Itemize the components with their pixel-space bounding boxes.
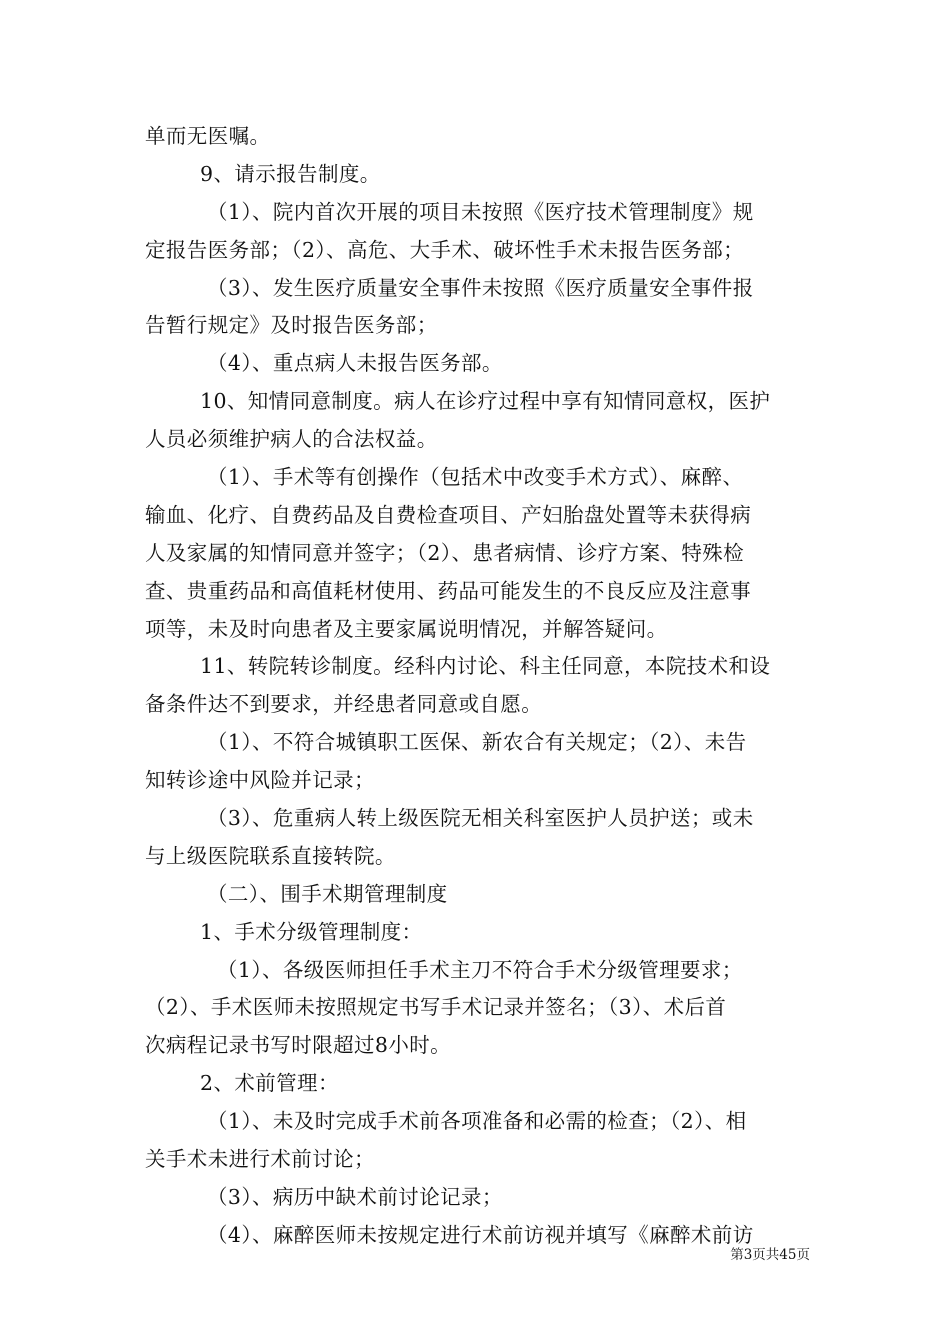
page-number: 第3页共45页 <box>730 1247 810 1263</box>
text-line: 人员必须维护病人的合法权益。 <box>145 427 438 452</box>
text-line: （4）、麻醉医师未按规定进行术前访视并填写《麻醉术前访 <box>207 1222 754 1247</box>
text-line: （1）、不符合城镇职工医保、新农合有关规定；（2）、未告 <box>207 730 747 755</box>
text-line: 定报告医务部；（2）、高危、大手术、破坏性手术未报告医务部； <box>145 237 745 262</box>
text-line: 人及家属的知情同意并签字；（2）、患者病情、诊疗方案、特殊检 <box>145 540 745 565</box>
text-line: （3）、危重病人转上级医院无相关科室医护人员护送；或未 <box>207 806 754 831</box>
text-line: （2）、手术医师未按照规定书写手术记录并签名；（3）、术后首 <box>145 995 727 1020</box>
text-line: 2、术前管理： <box>200 1071 339 1096</box>
text-line: （1）、手术等有创操作（包括术中改变手术方式）、麻醉、 <box>207 465 744 490</box>
text-line: （3）、病历中缺术前讨论记录； <box>207 1184 503 1209</box>
text-line: 9、请示报告制度。 <box>200 161 381 186</box>
text-line: 10、知情同意制度。病人在诊疗过程中享有知情同意权，医护 <box>200 389 771 414</box>
text-line: （1）、各级医师担任手术主刀不符合手术分级管理要求； <box>217 957 743 982</box>
text-line: （3）、发生医疗质量安全事件未按照《医疗质量安全事件报 <box>207 275 754 300</box>
text-line: 备条件达不到要求，并经患者同意或自愿。 <box>145 692 543 717</box>
text-line: （1）、院内首次开展的项目未按照《医疗技术管理制度》规 <box>207 199 754 224</box>
text-line: 关手术未进行术前讨论； <box>145 1147 375 1172</box>
text-line: 查、贵重药品和高值耗材使用、药品可能发生的不良反应及注意事 <box>145 578 752 603</box>
text-line: （1）、未及时完成手术前各项准备和必需的检查；（2）、相 <box>207 1109 747 1134</box>
document-body <box>145 118 810 1255</box>
text-line: 单而无医嘱。 <box>145 124 271 148</box>
text-line: 与上级医院联系直接转院。 <box>145 843 396 868</box>
text-line: 1、手术分级管理制度： <box>200 919 423 944</box>
text-line: 知转诊途中风险并记录； <box>145 768 375 793</box>
section-heading: （二）、围手术期管理制度 <box>207 881 448 906</box>
text-line: 项等，未及时向患者及主要家属说明情况，并解答疑问。 <box>145 616 668 641</box>
text-line: 次病程记录书写时限超过8小时。 <box>145 1033 452 1058</box>
text-line: 告暂行规定》及时报告医务部； <box>145 313 438 338</box>
text-line: 输血、化疗、自费药品及自费检查项目、产妇胎盘处置等未获得病 <box>145 502 752 527</box>
text-line: 11、转院转诊制度。经科内讨论、科主任同意，本院技术和设 <box>200 654 771 679</box>
text-line: （4）、重点病人未报告医务部。 <box>207 351 503 376</box>
